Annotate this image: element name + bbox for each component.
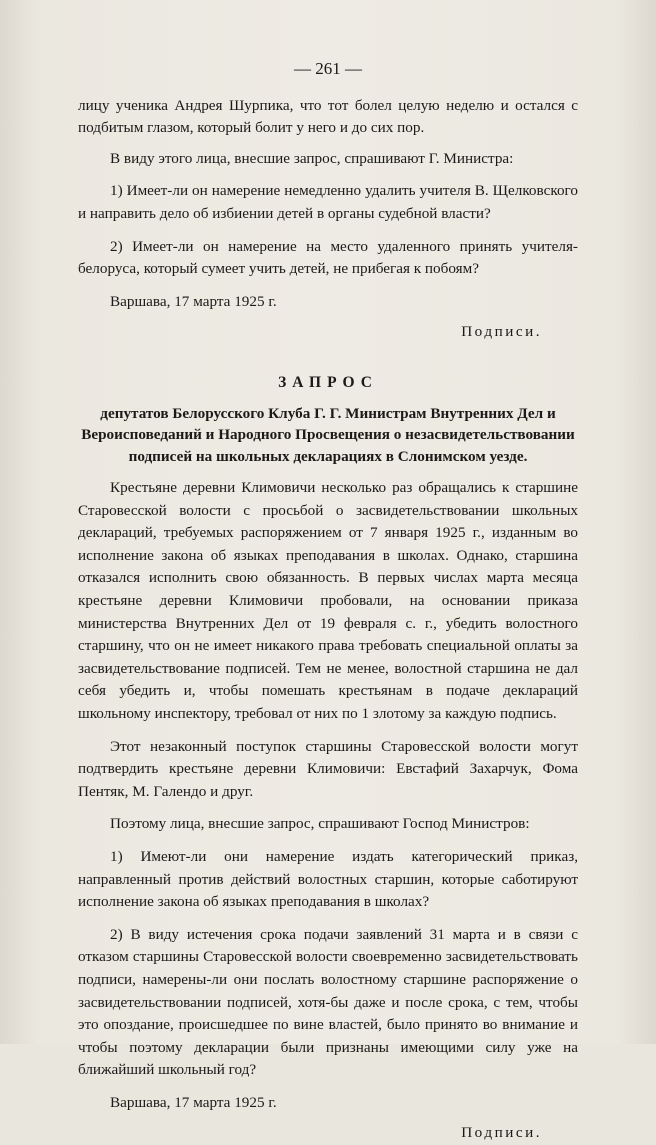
- question-2: 2) Имеет-ли он намерение на место удаленного принять учителя-белоруса, который сумеет учить детей, не прибегая к побоям?: [78, 237, 578, 278]
- continuation-paragraph: лицу ученика Андрея Шурпика, что тот болел целую неделю и остался с подбитым глазом, который болит у него и до сих пор.: [78, 96, 578, 137]
- place-date: Варшава, 17 марта 1925 г.: [110, 1093, 277, 1111]
- inquiry-subtitle: депутатов Белорусского Клуба Г. Г. Министрам Внутренних Дел и Вероисповеданий и Народного Просвещения о незасвидетельствовании подписей на школьных декларациях в Слонимском уезде.: [81, 404, 575, 465]
- question-1: 1) Имеют-ли они намерение издать категорический приказ, направленный против действий волостных старшин, которые саботируют исполнение закона об языках преподавания в школах?: [78, 847, 578, 911]
- signatures: Подписи.: [461, 323, 542, 341]
- page-text-block: [78, 58, 578, 1145]
- question-2: 2) В виду истечения срока подачи заявлений 31 марта и в связи с отказом старшины Старовесской волости своевременно засвидетельствовать подписи, намерены-ли они послать волостному старшине распоряжение о засвидетельствовании подписей, хотя-бы даже и после срока, с тем, чтобы это опоздание, происшедшее по вине властей, было принято во внимание и чтобы поэтому декларации были признаны имеющими силу уже на ближайший школьный год?: [78, 925, 578, 1079]
- inquiry-title: ЗАПРОС: [278, 373, 378, 391]
- signatures: Подписи.: [461, 1124, 542, 1142]
- body-paragraph: Этот незаконный поступок старшины Старовесской волости могут подтвердить крестьяне деревни Климовичи: Евстафий Захарчук, Фома Пентяк, М. Галендо и друг.: [78, 737, 578, 800]
- body-paragraph: Поэтому лица, внесшие запрос, спрашивают Господ Министров:: [110, 815, 530, 833]
- inquiry-intro: В виду этого лица, внесшие запрос, спрашивают Г. Министра:: [110, 149, 514, 167]
- page-number: — 261 —: [294, 59, 362, 78]
- body-paragraph: Крестьяне деревни Климовичи несколько раз обращались к старшине Старовесской волости с просьбой о засвидетельствовании школьных деклараций, требуемых распоряжением от 7 января 1925 г., изданным во исполнение закона об языках преподавания в школах. Однако, старшина отказался исполнить свою обязанность. В первых числах марта месяца крестьяне деревни Климовичи пробовали, на основании приказа министерства Внутренних Дел от 19 февраля с. г., убедить волостного старшину, что он не имеет никакого права требовать специальной оплаты за засвидетельствование подписей. Тем не менее, волостной старшина не дал себя убедить и, чтобы помешать крестьянам в подаче деклараций школьному инспектору, требовал от них по 1 злотому за каждую подпись.: [78, 479, 578, 722]
- place-date: Варшава, 17 марта 1925 г.: [110, 292, 277, 310]
- question-1: 1) Имеет-ли он намерение немедленно удалить учителя В. Щелковского и направить дело об избиении детей в органы судебной власти?: [78, 182, 578, 222]
